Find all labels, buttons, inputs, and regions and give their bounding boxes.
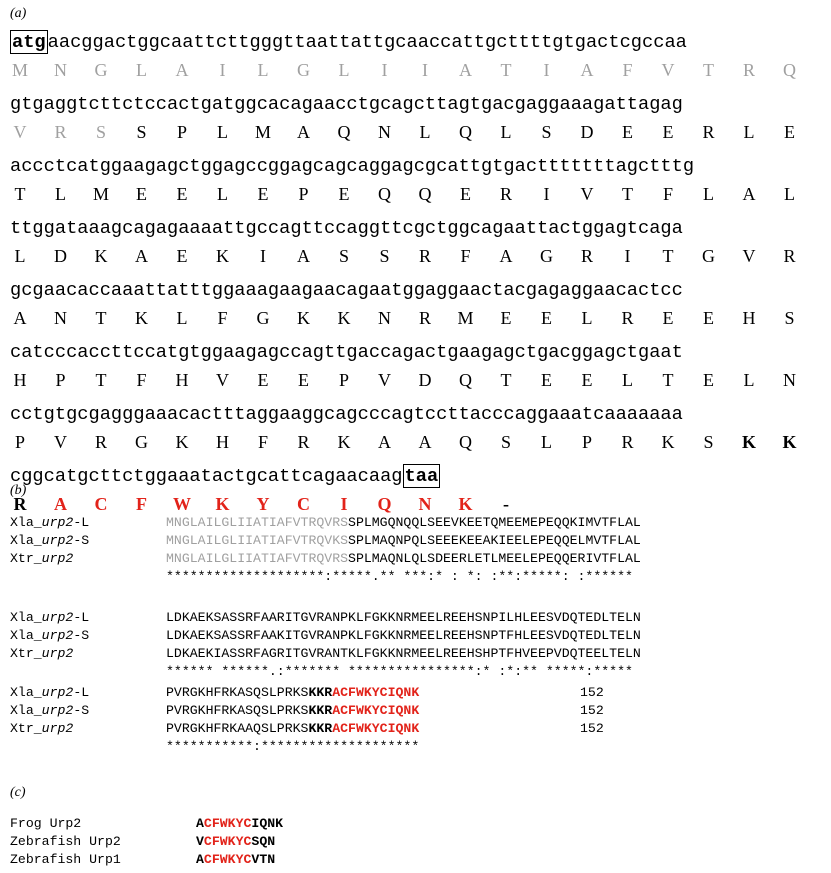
amino-acid: H [13, 370, 27, 390]
amino-acid: R [54, 122, 67, 142]
amino-acid: G [297, 60, 310, 80]
amino-acid: I [381, 60, 388, 80]
amino-acid-line [10, 430, 830, 454]
amino-acid-line [10, 58, 830, 82]
amino-acid: A [175, 60, 189, 80]
amino-acid: G [540, 246, 553, 266]
amino-acid: L [581, 308, 593, 328]
amino-acid: G [94, 60, 108, 80]
sequence-segment: PVRGKHFRKASQSLPRKS [166, 685, 309, 700]
species-name: Zebrafish Urp2 [10, 834, 121, 849]
amino-acid-line [10, 492, 830, 516]
amino-acid: Y [256, 494, 270, 514]
amino-acid: D [580, 122, 594, 142]
amino-acid-line [10, 120, 830, 144]
amino-acid: D [418, 370, 432, 390]
nucleotide-text: cggcatgcttctggaaatactgcattcagaacaag [10, 465, 403, 487]
amino-acid: K [215, 494, 230, 514]
peptide-tail: VTN [251, 852, 276, 867]
sequence-name: Xla_urp2-L [10, 685, 90, 700]
start-codon: atg [12, 31, 46, 53]
amino-acid: R [783, 246, 796, 266]
amino-acid: K [337, 432, 351, 452]
amino-acid: A [378, 432, 391, 452]
amino-acid: M [254, 122, 271, 142]
amino-acid: L [743, 122, 755, 142]
sequence-name: Xla_urp2-S [10, 703, 90, 718]
peptide-sequence [196, 833, 275, 851]
sequence-name: Xtr_urp2 [10, 721, 74, 736]
nucleotide-line [10, 278, 683, 302]
aligned-sequence [166, 551, 641, 567]
amino-acid: C [297, 494, 310, 514]
nucleotide-text: gcgaacaccaaattatttggaaagaagaacagaatggaggaactacgagaggaacactcc [10, 279, 683, 301]
amino-acid: E [622, 122, 633, 142]
amino-acid: T [662, 246, 674, 266]
amino-acid: A [297, 246, 310, 266]
panel-a-label: (a) [10, 6, 27, 21]
amino-acid: N [54, 308, 67, 328]
amino-acid: A [297, 122, 310, 142]
nucleotide-text: ttggataaagcagagaaaattgccagttccaggttcgctggcagaattactggagtcaga [10, 217, 683, 239]
amino-acid: A [135, 246, 148, 266]
amino-acid: R [621, 432, 634, 452]
amino-acid: L [338, 60, 350, 80]
signal-peptide-segment: MNGLAILGLIIATIAFVTRQVRS [166, 515, 349, 530]
aligned-sequence [166, 703, 419, 719]
amino-acid: S [95, 122, 106, 142]
amino-acid: S [379, 246, 390, 266]
amino-acid: V [216, 370, 229, 390]
panel-c-label: (c) [10, 785, 26, 800]
amino-acid: E [298, 370, 309, 390]
conserved-core: CFWKYC [203, 852, 252, 867]
peptide-sequence [196, 851, 275, 869]
sequence-segment: PVRGKHFRKASQSLPRKS [166, 703, 309, 718]
nucleotide-line [10, 402, 683, 426]
amino-acid: T [662, 370, 674, 390]
amino-acid: N [418, 494, 432, 514]
consensus-line: ****** ******.:******* ****************:* :*:** *****:***** [166, 664, 633, 679]
aligned-sequence [166, 721, 419, 737]
amino-acid: L [743, 370, 755, 390]
amino-acid: I [260, 246, 266, 266]
amino-acid: H [216, 432, 229, 452]
sequence-segment: SPLMAQNPQLSEEEKEEAKIEELEPEQQELMVTFLAL [348, 533, 641, 548]
nucleotide-line [10, 216, 683, 240]
amino-acid: H [175, 370, 189, 390]
peptide-first-residue: A [196, 816, 204, 831]
amino-acid: F [662, 184, 673, 204]
panel-b-label: (b) [10, 483, 27, 498]
nucleotide-line [10, 30, 687, 54]
amino-acid: E [500, 308, 512, 328]
peptide-first-residue: V [196, 834, 204, 849]
sequence-length: 152 [580, 703, 604, 718]
amino-acid: L [217, 122, 228, 142]
amino-acid: P [338, 370, 349, 390]
amino-acid: K [216, 246, 229, 266]
amino-acid: R [13, 494, 27, 514]
amino-acid: K [94, 246, 108, 266]
conserved-core: CFWKYC [203, 816, 252, 831]
amino-acid: E [662, 122, 674, 142]
amino-acid: R [621, 308, 634, 328]
amino-acid: Q [377, 494, 392, 514]
amino-acid: H [742, 308, 756, 328]
amino-acid: I [624, 246, 631, 266]
aligned-sequence [166, 610, 641, 626]
amino-acid: L [217, 184, 228, 204]
amino-acid: E [257, 184, 269, 204]
amino-acid: Q [459, 370, 472, 390]
amino-acid-line [10, 368, 830, 392]
peptide-tail: SQN [251, 834, 276, 849]
sequence-length: 152 [580, 721, 604, 736]
nucleotide-line [10, 154, 694, 178]
consensus-line: ***********:******************** [166, 739, 420, 754]
amino-acid: Q [418, 184, 432, 204]
sequence-name: Xla_urp2-L [10, 610, 90, 625]
amino-acid: G [256, 308, 270, 328]
amino-acid: V [54, 432, 67, 452]
amino-acid-line [10, 306, 830, 330]
amino-acid: L [500, 122, 512, 142]
sequence-segment: LDKAEKIASSRFAGRITGVRANTKLFGKKNRMEELREEHSHPTFHVEEPVDQTEELTELN [166, 646, 641, 661]
amino-acid: E [176, 184, 188, 204]
amino-acid: F [217, 308, 228, 328]
sequence-name: Xla_urp2-S [10, 628, 90, 643]
amino-acid: V [378, 370, 391, 390]
amino-acid: K [458, 494, 473, 514]
amino-acid: P [581, 432, 592, 452]
amino-acid: E [784, 122, 795, 142]
amino-acid: L [14, 246, 26, 266]
nucleotide-text: catcccaccttccatgtggaagagccagttgaccagactgaagagctgacggagctgaat [10, 341, 683, 363]
amino-acid: N [378, 122, 391, 142]
amino-acid: E [541, 370, 552, 390]
species-name: Frog Urp2 [10, 816, 82, 831]
amino-acid: S [541, 122, 552, 142]
amino-acid: F [460, 246, 471, 266]
mature-peptide-segment: ACFWKYCIQNK [332, 721, 420, 736]
amino-acid: R [580, 246, 593, 266]
amino-acid: N [54, 60, 67, 80]
amino-acid: D [54, 246, 67, 266]
amino-acid: R [742, 60, 755, 80]
sequence-name: Xtr_urp2 [10, 646, 74, 661]
amino-acid: V [13, 122, 27, 142]
amino-acid: F [622, 60, 633, 80]
amino-acid: A [54, 494, 67, 514]
amino-acid: T [95, 370, 107, 390]
amino-acid: P [298, 184, 309, 204]
aligned-sequence [166, 628, 641, 644]
amino-acid: K [782, 432, 797, 452]
amino-acid: S [338, 246, 349, 266]
amino-acid: Q [459, 122, 472, 142]
amino-acid: I [543, 60, 550, 80]
aligned-sequence [166, 685, 419, 701]
peptide-first-residue: A [196, 852, 204, 867]
amino-acid: M [457, 308, 474, 328]
amino-acid: R [499, 184, 512, 204]
amino-acid: R [418, 308, 431, 328]
amino-acid: L [784, 184, 795, 204]
sequence-segment: LDKAEKSASSRFAAKITGVRANPKLFGKKNRMEELREEHSNPTFHLEESVDQTEDLTELN [166, 628, 641, 643]
amino-acid: F [136, 494, 147, 514]
sequence-name: Xtr_urp2 [10, 551, 74, 566]
amino-acid: E [176, 246, 188, 266]
amino-acid: C [94, 494, 108, 514]
aligned-sequence [166, 646, 641, 662]
amino-acid: N [378, 308, 391, 328]
sequence-segment: PVRGKHFRKAAQSLPRKS [166, 721, 309, 736]
amino-acid: R [94, 432, 107, 452]
amino-acid: P [14, 432, 25, 452]
amino-acid: K [135, 308, 148, 328]
amino-acid: I [340, 494, 348, 514]
cleavage-site-segment: KKR [308, 703, 333, 718]
amino-acid: L [419, 122, 431, 142]
amino-acid: E [703, 370, 714, 390]
sequence-segment: LDKAEKSASSRFAARITGVRANPKLFGKKNRMEELREEHSNPILHLEESVDQTEDLTELN [166, 610, 641, 625]
amino-acid: E [703, 308, 714, 328]
amino-acid: A [742, 184, 756, 204]
amino-acid: K [297, 308, 310, 328]
nucleotide-text: gtgaggtcttctccactgatggcacagaacctgcagcttagtgacgaggaaagattagag [10, 93, 683, 115]
amino-acid: Q [337, 122, 351, 142]
amino-acid: L [257, 60, 269, 80]
cleavage-site-segment: KKR [308, 685, 333, 700]
nucleotide-line [10, 340, 683, 364]
sequence-segment: SPLMGQNQQLSEEVKEETQMEEMEPEQQKIMVTFLAL [348, 515, 641, 530]
amino-acid: S [500, 432, 511, 452]
amino-acid: R [702, 122, 715, 142]
peptide-sequence [196, 815, 283, 833]
sequence-length: 152 [580, 685, 604, 700]
amino-acid: P [176, 122, 187, 142]
amino-acid: Q [459, 432, 472, 452]
stop-codon: taa [404, 465, 439, 487]
amino-acid: G [135, 432, 148, 452]
amino-acid: R [297, 432, 310, 452]
amino-acid: K [661, 432, 675, 452]
amino-acid: E [338, 184, 350, 204]
amino-acid: F [257, 432, 268, 452]
amino-acid: T [622, 184, 633, 204]
amino-acid: K [175, 432, 189, 452]
amino-acid: K [741, 432, 756, 452]
amino-acid: S [703, 432, 714, 452]
amino-acid: E [581, 370, 593, 390]
sequence-segment: SPLMAQNLQLSDEERLETLMEELEPEQQERIVTFLAL [348, 551, 641, 566]
amino-acid: V [742, 246, 756, 266]
conserved-core: CFWKYC [203, 834, 252, 849]
amino-acid: W [173, 494, 191, 514]
signal-peptide-segment: MNGLAILGLIIATIAFVTRQVRS [166, 551, 349, 566]
amino-acid: V [661, 60, 675, 80]
amino-acid-line [10, 182, 830, 206]
amino-acid: E [257, 370, 269, 390]
amino-acid: - [503, 494, 509, 514]
nucleotide-text: cctgtgcgagggaaacactttaggaaggcagcccagtccttacccaggaaatcaaaaaaa [10, 403, 683, 425]
aligned-sequence [166, 515, 641, 531]
amino-acid: T [14, 184, 26, 204]
amino-acid: M [11, 60, 28, 80]
amino-acid: L [541, 432, 552, 452]
amino-acid: I [543, 184, 550, 204]
amino-acid: S [136, 122, 147, 142]
amino-acid: E [136, 184, 147, 204]
nucleotide-text: aacggactggcaattcttgggttaattattgcaaccattgcttttgtgactcgccaa [47, 31, 687, 53]
amino-acid: K [337, 308, 351, 328]
amino-acid: S [784, 308, 795, 328]
amino-acid: T [500, 60, 512, 80]
amino-acid: L [703, 184, 714, 204]
amino-acid: F [136, 370, 147, 390]
amino-acid: L [55, 184, 66, 204]
amino-acid: Q [783, 60, 796, 80]
amino-acid: L [622, 370, 633, 390]
amino-acid: V [580, 184, 594, 204]
amino-acid: A [499, 246, 513, 266]
amino-acid: G [702, 246, 715, 266]
cleavage-site-segment: KKR [308, 721, 333, 736]
sequence-name: Xla_urp2-S [10, 533, 90, 548]
nucleotide-line [10, 464, 440, 488]
amino-acid: T [500, 370, 512, 390]
amino-acid: I [219, 60, 226, 80]
amino-acid: T [95, 308, 107, 328]
amino-acid: A [580, 60, 594, 80]
amino-acid: E [460, 184, 471, 204]
amino-acid: I [422, 60, 428, 80]
amino-acid: A [459, 60, 472, 80]
aligned-sequence [166, 533, 641, 549]
nucleotide-line [10, 92, 683, 116]
amino-acid: P [55, 370, 66, 390]
amino-acid: A [418, 432, 432, 452]
mature-peptide-segment: ACFWKYCIQNK [332, 685, 420, 700]
amino-acid-line [10, 244, 830, 268]
consensus-line: ********************:*****.** ***:* : *: :**:*****: :****** [166, 569, 633, 584]
amino-acid: R [418, 246, 431, 266]
amino-acid: E [541, 308, 552, 328]
amino-acid: N [783, 370, 796, 390]
amino-acid: L [136, 60, 147, 80]
signal-peptide-segment: MNGLAILGLIIATIAFVTRQVKS [166, 533, 349, 548]
amino-acid: M [92, 184, 109, 204]
species-name: Zebrafish Urp1 [10, 852, 121, 867]
amino-acid: E [662, 308, 674, 328]
mature-peptide-segment: ACFWKYCIQNK [332, 703, 420, 718]
amino-acid: A [13, 308, 27, 328]
peptide-tail: IQNK [251, 816, 284, 831]
sequence-name: Xla_urp2-L [10, 515, 90, 530]
amino-acid: L [176, 308, 188, 328]
amino-acid: T [703, 60, 714, 80]
amino-acid: Q [378, 184, 391, 204]
nucleotide-text: accctcatggaagagctggagccggagcagcaggagcgcattgtgactttttttagctttg [10, 155, 695, 177]
